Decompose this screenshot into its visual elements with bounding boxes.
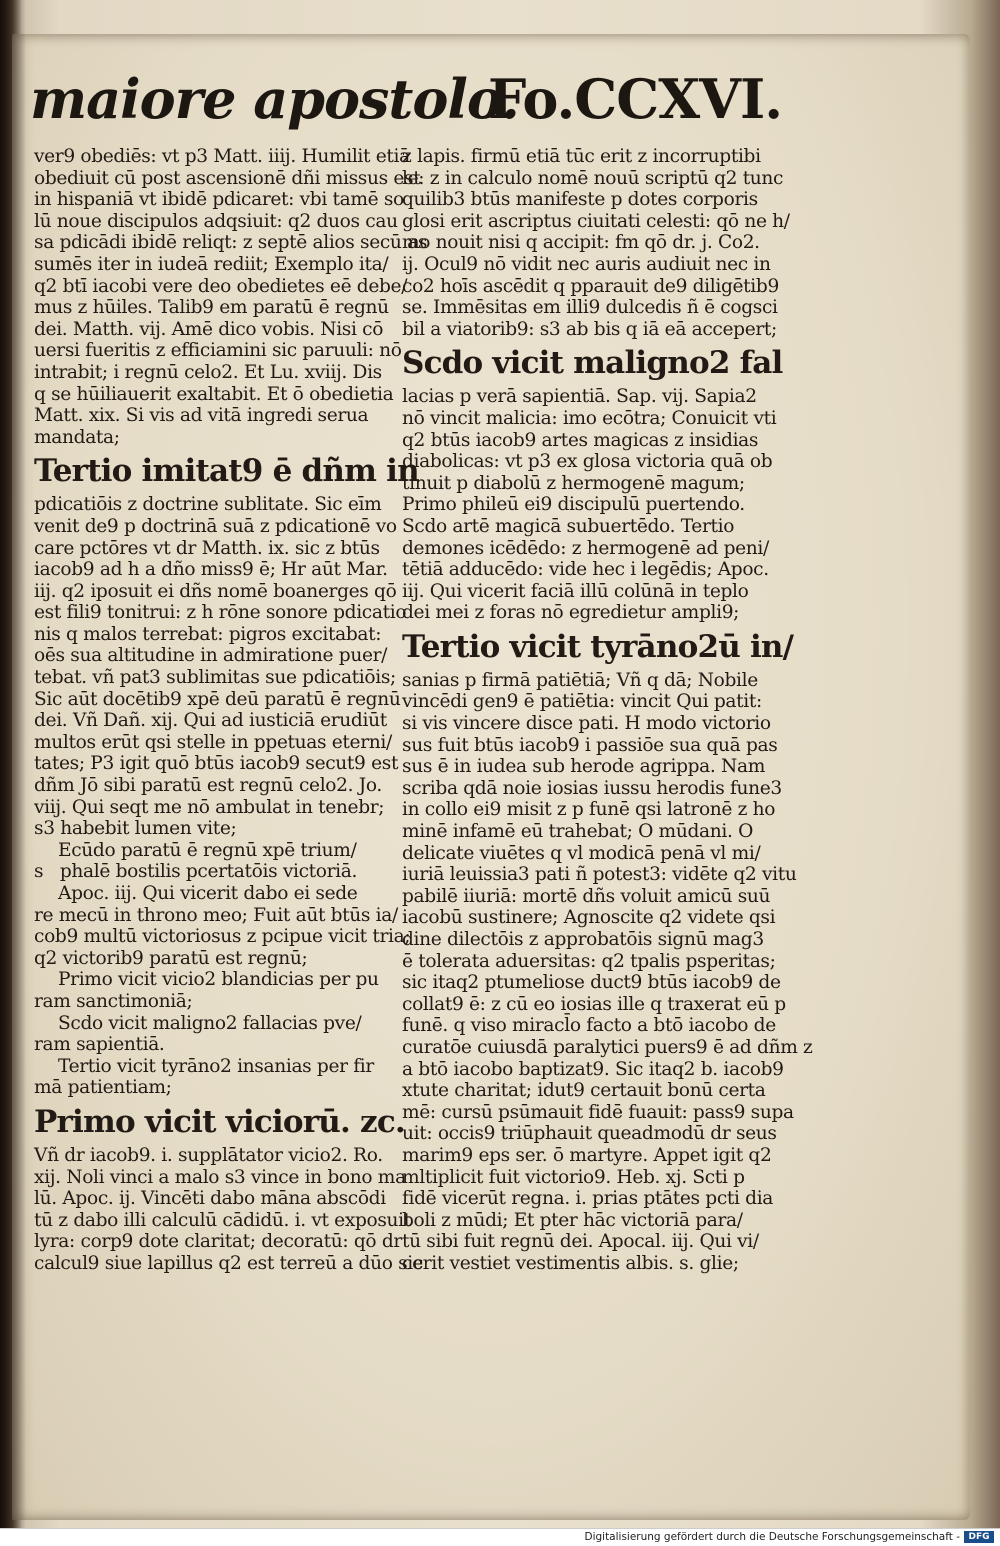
text-line: glosi erit ascriptus ciuitati celesti: qō ne h/ (402, 210, 790, 232)
text-line: lū. Apoc. ij. Vincēti dabo māna abscōdi (34, 1188, 386, 1210)
text-line: se. Immēsitas em illi9 dulcedis ñ ē cogsci (402, 297, 778, 319)
text-line: si vis vincere disce pati. H modo victorio (402, 713, 771, 735)
text-line: calcul9 siue lapillus q2 est terreū a dūo sic (34, 1252, 423, 1274)
text-line: viij. Qui seqt me nō ambulat in tenebr; (34, 796, 385, 818)
text-line: diabolicas: vt p3 ex glosa victoria quā ob (402, 451, 773, 473)
text-line: q2 btī iacobi vere deo obedietes eē debe/ (34, 275, 408, 297)
text-line: cob9 multū victoriosus z pcipue vicit tria; (34, 926, 411, 948)
text-line: tinuit p diabolū z hermogenē magum; (402, 472, 745, 494)
text-line: ram sapientiā. (34, 1034, 165, 1056)
text-line: uit: occis9 triūphauit queadmodū dr seus (402, 1123, 777, 1145)
text-line: le: z in calculo nomē nouū scriptū q2 tunc (402, 167, 784, 189)
text-line: in collo ei9 misit z p funē qsi latronē z ho (402, 799, 776, 821)
text-line: ram sanctimoniā; (34, 990, 193, 1012)
text-line: oēs sua altitudine in admiratione puer/ (34, 645, 388, 667)
text-line: collat9 ē: z cū eo iosias ille q traxerat eū p (402, 993, 786, 1015)
text-line: mltiplicit fuit victorio9. Heb. xj. Scti p (402, 1166, 745, 1188)
section-heading-line: Scdo vicit maligno2 fal (402, 345, 783, 382)
text-line: lyra: corp9 dote claritat; decoratū: qō dr (34, 1231, 402, 1253)
text-line: q se hūiliauerit exaltabit. Et ō obedietia (34, 383, 394, 405)
text-line: iij. q2 iposuit ei dñs nomē boanerges qō (34, 580, 397, 602)
text-line: curatōe cuiusdā paralytici puers9 ē ad dñm z (402, 1036, 813, 1058)
text-line: Matt. xix. Si vis ad vitā ingredi serua (34, 405, 369, 427)
text-line: s3 habebit lumen vite; (34, 818, 237, 840)
text-line: Apoc. iij. Qui vicerit dabo ei sede (58, 883, 358, 904)
text-line: co2 hoīs ascēdit q pparauit de9 diligētib9 (402, 275, 779, 297)
text-line: in hispaniā vt ibidē pdicaret: vbi tamē so (34, 189, 404, 211)
text-line: s phalē bostilis pcertatōis victoriā. (34, 861, 358, 883)
text-line: vincēdi gen9 ē patiētia: vincit Qui patit: (402, 691, 762, 713)
text-line: tētiā adducēdo: vide hec i legēdis; Apoc. (402, 559, 769, 581)
text-line: Scdo artē magicā subuertēdo. Tertio (402, 515, 735, 537)
text-line: marim9 eps ser. ō martyre. Appet igit q2 (402, 1144, 772, 1166)
text-line: sus ē in iudea sub herode agrippa. Nam (402, 756, 765, 778)
text-line: demones icēdēdo: z hermogenē ad peni/ (402, 537, 769, 559)
text-line: multos erūt qsi stelle in ppetuas eterni/ (34, 731, 392, 753)
text-line: delicate viuētes q vl modicā penā vl mi/ (402, 842, 761, 864)
text-line: sic itaq2 ptumeliose duct9 btūs iacob9 de (402, 972, 781, 994)
text-line: ē tolerata aduersitas: q2 tpalis psperitas; (402, 950, 776, 972)
text-line: re mecū in throno meo; Fuit aūt btūs ia/ (34, 904, 398, 926)
text-line: bil a viatorib9: s3 ab bis q iā eā accepert; (402, 318, 777, 340)
text-line: iacobū sustinere; Agnoscite q2 videte qsi (402, 907, 776, 929)
text-line: iij. Qui vicerit faciā illū colūnā in teplo (402, 580, 749, 602)
section-heading-line: Tertio vicit tyrāno2ū in/ (402, 628, 794, 665)
text-line: xtute charitat; idut9 certauit bonū certa (402, 1080, 766, 1102)
text-line: venit de9 p doctrinā suā z pdicationē vo (34, 515, 397, 537)
text-line: tū z dabo illi calculū cādidū. i. vt exposuit (34, 1209, 411, 1231)
text-line: dei. Vñ Dañ. xij. Qui ad iusticiā erudiūt (34, 710, 387, 732)
footer-bar (0, 1528, 1000, 1546)
text-line: Ecūdo paratū ē regnū xpē trium/ (58, 839, 357, 861)
text-line: ver9 obediēs: vt p3 Matt. iiij. Humilit etiā (34, 146, 410, 167)
text-line: q2 victorib9 paratū est regnū; (34, 947, 308, 969)
text-line: dei mei z foras nō egredietur ampli9; (402, 602, 740, 624)
text-line: boli z mūdi; Et pter hāc victoriā para/ (402, 1209, 743, 1231)
text-line: Primo phileū ei9 discipulū puertendo. (402, 494, 745, 516)
text-line: mo nouit nisi q accipit: fm qō dr. j. Co2. (402, 232, 760, 254)
text-line: mē: cursū psūmauit fidē fuauit: pass9 supa (402, 1101, 794, 1123)
text-line: sus fuit btūs iacob9 i passiōe sua quā pas (402, 734, 778, 756)
text-line: sa pdicādi ibidē reliqt: z septē alios secū as (34, 232, 428, 254)
text-line: sumēs iter in iudeā rediit; Exemplo ita/ (34, 253, 389, 275)
text-line: nis q malos terrebat: pigros excitabat: (34, 623, 382, 645)
text-line: dei. Matth. vij. Amē dico vobis. Nisi cō (34, 318, 384, 340)
text-line: cerit vestiet vestimentis albis. s. glie; (402, 1252, 739, 1274)
dfg-logo: DFG (964, 1531, 994, 1543)
text-line: a btō iacobo baptizat9. Sic itaq2 b. iacob9 (402, 1058, 784, 1080)
text-line: funē. q viso miracl̄o facto a btō iacobo de (402, 1015, 776, 1037)
text-line: care pctōres vt dr Matth. ix. sic z btūs (34, 537, 380, 559)
text-line: dine dilectōis z approbatōis signū mag3 (402, 929, 764, 950)
text-line: Tertio vicit tyrāno2 insanias per fir (58, 1055, 374, 1077)
text-line: q2 btūs iacob9 artes magicas z insidias (402, 429, 759, 451)
text-line: tū sibi fuit regnū dei. Apocal. iij. Qui vi/ (402, 1231, 759, 1253)
left-text-column (34, 146, 428, 1275)
text-line: tates; P3 igit quō btūs iacob9 secut9 est (34, 753, 399, 775)
text-line: Scdo vicit maligno2 fallacias pve/ (58, 1012, 362, 1034)
text-line: pdicatiōis z doctrine sublitate. Sic eīm (34, 494, 382, 516)
text-line: mandata; (34, 426, 120, 448)
text-line: iuriā leuissia3 pati ñ potest3: vidēte q2 vitu (402, 864, 797, 886)
text-line: intrabit; i regnū celo2. Et Lu. xviij. Dis (34, 361, 382, 383)
text-line: pabilē iiuriā: mortē dñs voluit amicū suū (402, 885, 771, 907)
text-line: iacob9 ad h a dño miss9 ē; Hr aūt Mar. (34, 559, 388, 581)
binding-shadow (0, 0, 26, 1528)
text-line: xij. Noli vinci a malo s3 vince in bono ma (34, 1166, 406, 1188)
text-line: nō vincit malicia: imo ecōtra; Conuicit vti (402, 407, 777, 429)
text-line: uersi fueritis z efficiamini sic paruuli: nō (34, 340, 402, 362)
folio-number: Fo.CCXVI. (488, 67, 783, 131)
text-line: quilib3 btūs manifeste p dotes corporis (402, 189, 758, 211)
text-line: dñm Jō sibi paratū est regnū celo2. Jo. (34, 775, 382, 797)
section-heading-line: Primo vicit viciorū. zc. (34, 1103, 405, 1140)
right-text-column (402, 146, 813, 1275)
text-line: sanias p firmā patiētiā; Vñ q dā; Nobile (402, 669, 758, 691)
text-line: lū noue discipulos adqsiuit: q2 duos cau (34, 210, 398, 232)
text-line: mā patientiam; (34, 1077, 172, 1099)
funding-credit: Digitalisierung gefördert durch die Deutsche Forschungsgemeinschaft - (584, 1531, 960, 1543)
text-line: mus z hūiles. Talib9 em paratū ē regnū (34, 297, 389, 319)
text-line: fidē vicerūt regna. i. prias ptātes pcti dia (402, 1188, 774, 1210)
text-line: minē infamē eū trahebat; O mūdani. O (402, 821, 753, 843)
text-line: lacias p verā sapientiā. Sap. vij. Sapia2 (402, 386, 757, 408)
running-title: maiore apostolo. (30, 67, 519, 131)
text-line: obediuit cū post ascensionē dñi missus est (34, 167, 421, 189)
text-line: tebat. vñ pat3 sublimitas sue pdicatiōis; (34, 667, 396, 689)
text-line: ij. Ocul9 nō vidit nec auris audiuit nec in (402, 253, 771, 275)
section-heading-line: Tertio imitat9 ē dñm in (34, 453, 419, 490)
text-line: z lapis. firmū etiā tūc erit z incorruptibi (402, 146, 761, 167)
text-line: est fili9 tonitrui: z h rōne sonore pdicatio (34, 602, 407, 624)
text-line: Sic aūt docētib9 xpē deū paratū ē regnū (34, 688, 401, 710)
text-line: scriba qdā noie iosias iussu herodis fune3 (402, 777, 782, 799)
text-line: Vñ dr iacob9. i. supplātator vicio2. Ro. (34, 1144, 383, 1166)
text-line: Primo vicit vicio2 blandicias per pu (58, 969, 379, 991)
